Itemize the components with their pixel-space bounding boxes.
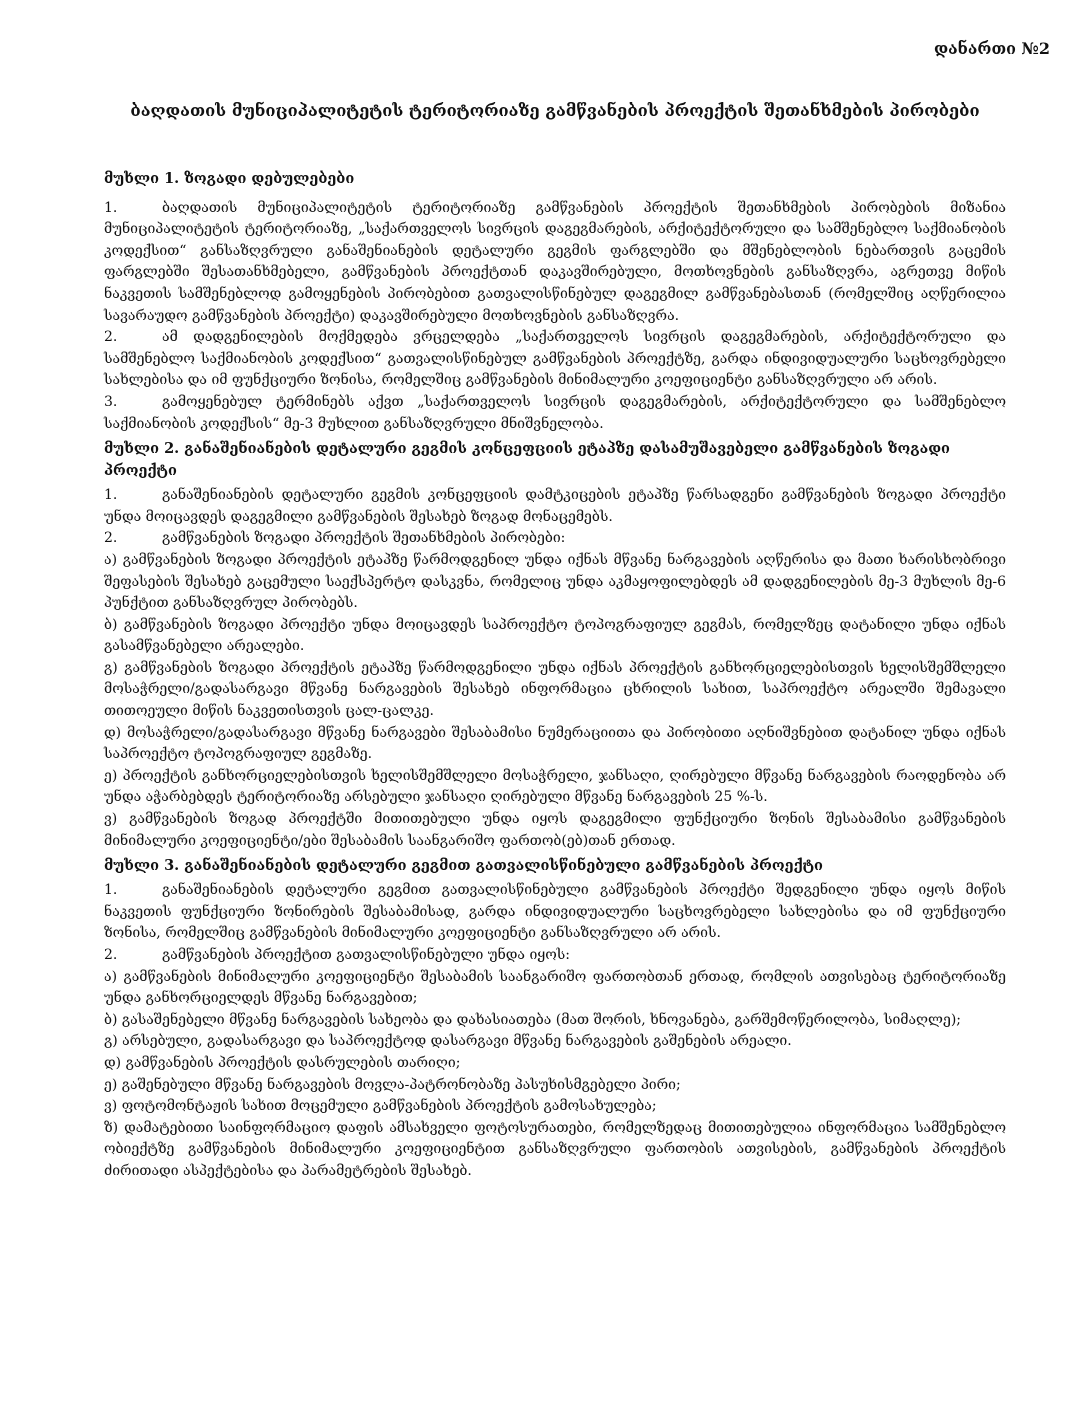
chapter-2 [104,438,1006,852]
chapter-1 [104,168,1006,436]
subparagraph: ბ) გამწვანების ზოგადი პროექტი უნდა მოიცავდეს საპროექტო ტოპოგრაფიულ გეგმას, რომელზეც დატანილი უნდა იქნას გასამწვანებელი არეალები. [104,616,1006,655]
paragraph-number: 2. [104,329,118,346]
paragraph-number: 2. [104,947,118,963]
paragraph [104,528,1006,550]
paragraph-number: 1. [104,487,118,504]
subparagraph: ზ) დამატებითი საინფორმაციო დაფის ამსახველი ფოტოსურათები, რომელზედაც მითითებულია ინფორმაცია სამშენებლო ობიექტზე გამწვანების მინიმალური კოეფიციენტით განსაზღვრული ფართობის ათვისების, გამწვანების პროექტის ძირითადი ასპექტებისა და პარამეტრების შესახებ. [104,1119,1006,1179]
paragraph-number: 3. [104,393,118,410]
paragraph-text: გამწვანების ზოგადი პროექტის შეთანხმების პირობები: [162,530,566,547]
paragraph-text: გამწვანების პროექტით გათვალისწინებული უნდა იყოს: [162,947,571,963]
paragraph-text: განაშენიანების დეტალური გეგმის კონცეფციის დამტკიცების ეტაპზე წარსადგენი გამწვანების ზოგადი პროექტი უნდა მოიცავდეს დაგეგმილი გამწვანების შესახებ ზოგად მონაცემებს. [104,487,1006,525]
paragraph [104,198,1006,328]
subparagraph: ა) გამწვანების ზოგადი პროექტის ეტაპზე წარმოდგენილ უნდა იქნას მწვანე ნარგავების აღწერისა და მათი ხარისხობრივი შეფასების შესახებ გაცემული საექსპერტო დასკვნა, რომელიც უნდა აკმაყოფილებდეს ამ დადგენილების მე-3 მუხლის მე-6 პუნქტით განსაზღვრულ პირობებს. [104,551,1006,612]
paragraph-text: ბაღდათის მუნიციპალიტეტის ტერიტორიაზე გამწვანების პროექტის შეთანხმების პირობების მიზანია მუნიციპალიტეტის ტერიტორიაზე, „საქართველოს სივრცის დაგეგმარების, არქიტექტორული და სამშენებლო საქმიანობის კოდექსით“ განსაზღვრული განაშენიანების დეტალური გეგმის ფარგლებში და მშენებლობის ნებართვის გაცემის ფარგლებში შესათანხმებელი, გამწვანების პროექტთან დაკავშირებული, მოთხოვნების განსაზღვრა, აგრეთვე მიწის ნაკვეთის სამშენებლოდ გამოყენების პირობებით გათვალისწინებულ დაგეგმილ გამწვანებასთან (რომელშიც აღწერილია სავარაუდო გამწვანების პროექტი) დაკავშირებული მოთხოვნების განსაზღვრა. [104,199,1006,324]
paragraph [104,392,1006,435]
chapter-heading: მუხლი 1. ზოგადი დებულებები [104,169,355,187]
paragraph-number: 1. [104,199,118,216]
document-title: ბაღდათის მუნიციპალიტეტის ტერიტორიაზე გამწვანების პროექტის შეთანხმების პირობები [130,101,980,120]
chapter-heading: მუხლი 3. განაშენიანების დეტალური გეგმით გათვალისწინებული გამწვანების პროექტი [104,857,823,875]
subparagraph: ა) გამწვანების მინიმალური კოეფიციენტი შესაბამის საანგარიშო ფართობთან ერთად, რომლის ათვისებაც ტერიტორიაზე უნდა განხორციელდეს მწვანე ნარგავებით; [104,968,1006,1007]
subparagraph: გ) არსებული, გადასარგავი და საპროექტოდ დასარგავი მწვანე ნარგავების გაშენების არეალი. [104,1033,792,1050]
subparagraph: დ) გამწვანების პროექტის დასრულების თარიღი; [104,1054,461,1071]
subparagraph: გ) გამწვანების ზოგადი პროექტის ეტაპზე წარმოდგენილი უნდა იქნას პროექტის განხორციელებისთვის ხელისშემშლელი მოსაჭრელი/გადასარგავი მწვანე ნარგავების შესახებ ინფორმაცია ცხრილის სახით, საპროექტო არეალში შემავალი თითოეული მიწის ნაკვეთისთვის ცალ-ცალკე. [104,659,1006,720]
chapter-3 [104,855,1006,1182]
subparagraph: ე) პროექტის განხორციელებისთვის ხელისშემშლელი მოსაჭრელი, ჯანსაღი, ღირებული მწვანე ნარგავების რაოდენობა არ უნდა აჭარბებდეს ტერიტორიაზე არსებული ჯანსაღი ღირებული მწვანე ნარგავების 25 %-ს. [104,767,1006,806]
paragraph-number: 1. [104,882,118,899]
paragraph-text: განაშენიანების დეტალური გეგმით გათვალისწინებული გამწვანების პროექტი შედგენილი უნდა იყოს მიწის ნაკვეთის ფუნქციური ზონირების შესაბამისად, გარდა ინდივიდუალური საცხოვრებელი სახლებისა და იმ ფუნქციური ზონისა, რომელშიც გამწვანების მინიმალური კოეფიციენტი განსაზღვრული არ არის. [104,882,1006,942]
subparagraph: ვ) ფოტომონტაჟის სახით მოცემული გამწვანების პროექტის გამოსახულება; [104,1098,657,1115]
subparagraph: დ) მოსაჭრელი/გადასარგავი მწვანე ნარგავები შესაბამისი ნუმერაციითა და პირობითი აღნიშვნებით დატანილ უნდა იქნას საპროექტო ტოპოგრაფიულ გეგმაზე. [104,724,1006,763]
paragraph [104,327,1006,392]
paragraph [104,945,1006,967]
paragraph-text: ამ დადგენილების მოქმედება ვრცელდება „საქართველოს სივრცის დაგეგმარების, არქიტექტორული და სამშენებლო საქმიანობის კოდექსით“ გათვალისწინებულ გამწვანების პროექტზე, გარდა ინდივიდუალური საცხოვრებელი სახლებისა და იმ ფუნქციური ზონისა, რომელშიც გამწვანების მინიმალური კოეფიციენტი განსაზღვრული არ არის. [104,329,1006,389]
paragraph-number: 2. [104,530,118,547]
subparagraph: ვ) გამწვანების ზოგად პროექტში მითითებული უნდა იყოს დაგეგმილი ფუნქციური ზონის შესაბამისი გამწვანების მინიმალური კოეფიციენტი/ები შესაბამის საანგარიშო ფართობ(ებ)თან ერთად. [104,811,1006,849]
paragraph [104,485,1006,528]
paragraph-text: გამოყენებულ ტერმინებს აქვთ „საქართველოს სივრცის დაგეგმარების, არქიტექტორული და სამშენებლო საქმიანობის კოდექსის“ მე-3 მუხლით განსაზღვრული მნიშვნელობა. [104,393,1006,432]
annex-label: დანართი №2 [933,39,1050,58]
subparagraph: ე) გაშენებული მწვანე ნარგავების მოვლა-პატრონობაზე პასუხისმგებელი პირი; [104,1076,681,1093]
paragraph [104,880,1006,945]
chapter-heading: მუხლი 2. განაშენიანების დეტალური გეგმის კონცეფციის ეტაპზე დასამუშავებელი გამწვანების ზოგადი პროექტი [104,440,950,480]
subparagraph: ბ) გასაშენებელი მწვანე ნარგავების სახეობა და დახასიათება (მათ შორის, ხნოვანება, გარშემოწერილობა, სიმაღლე); [104,1011,962,1028]
